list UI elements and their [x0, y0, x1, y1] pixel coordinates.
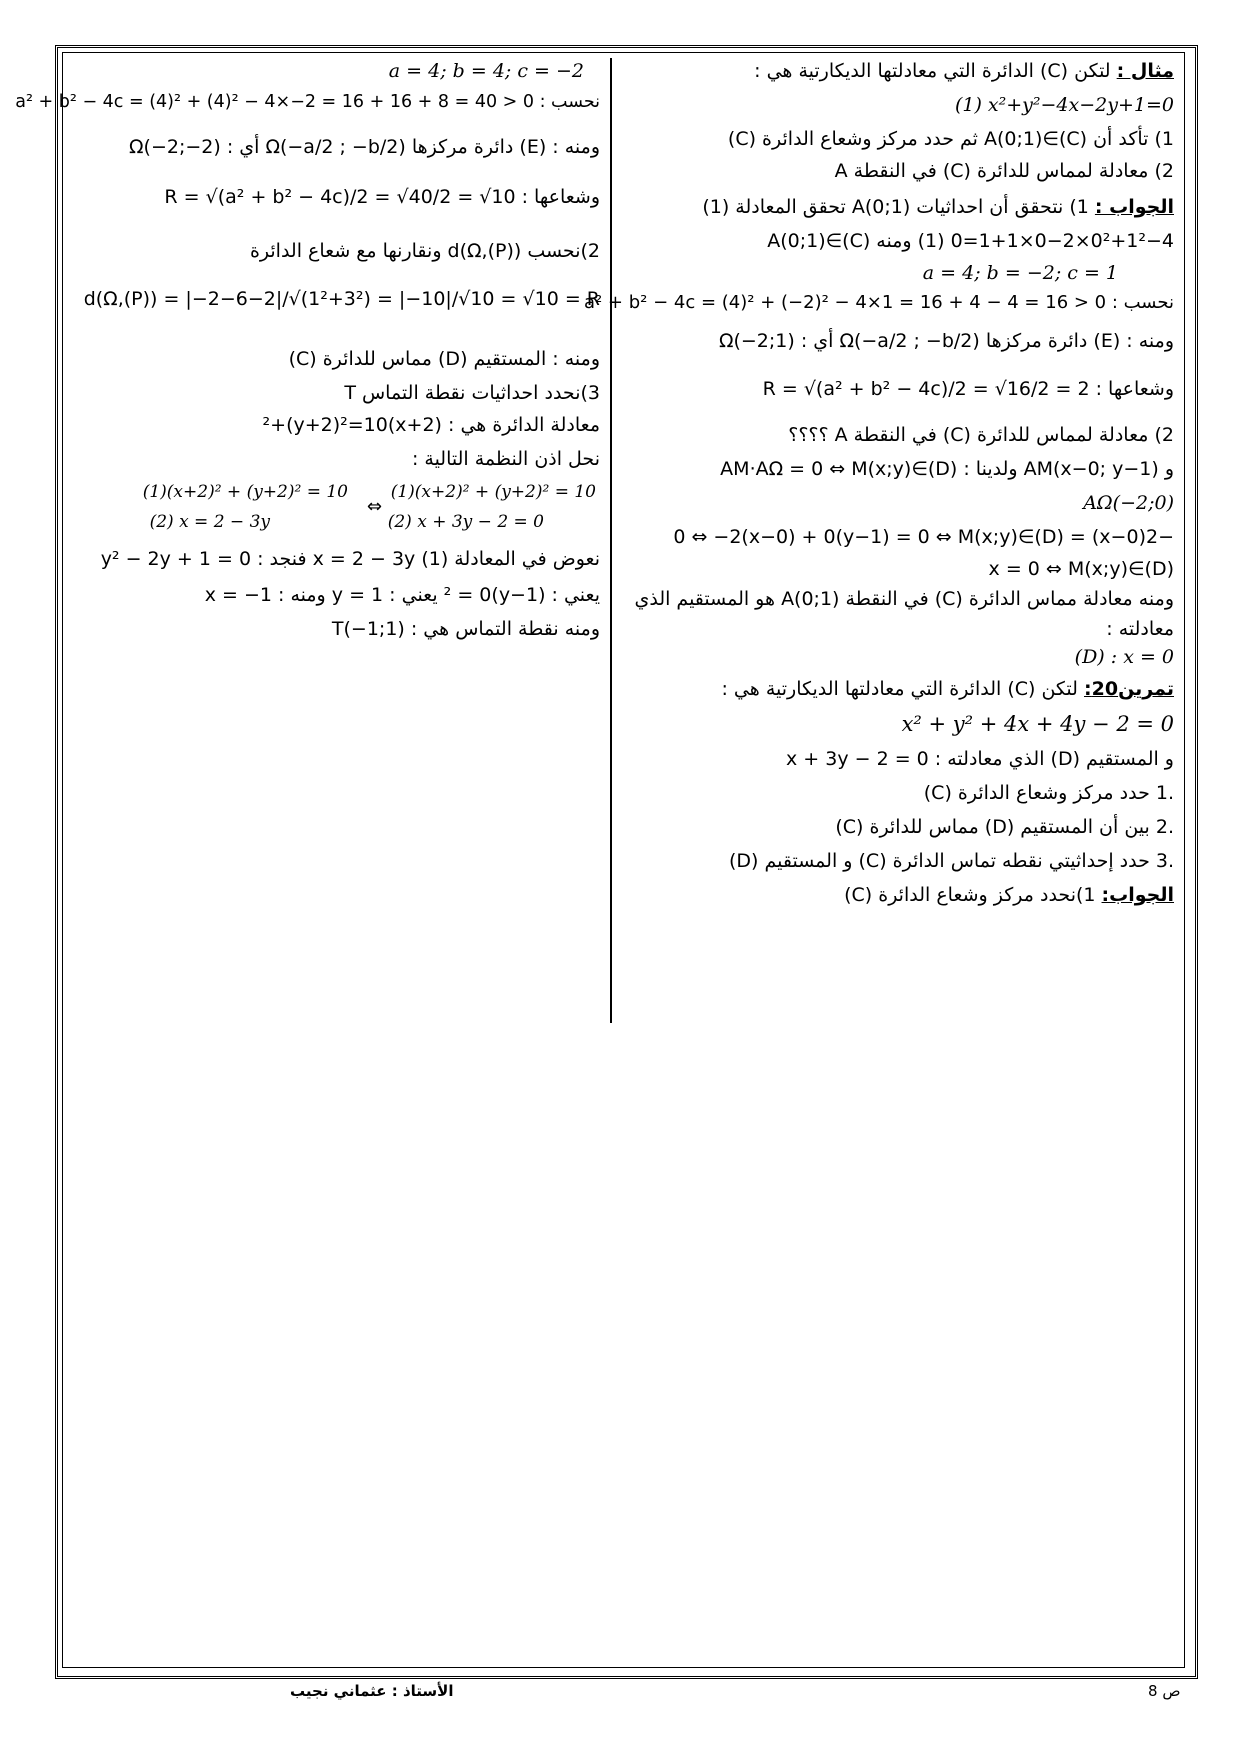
question-1: 1) تأكد أن A(0;1)∈(C) ثم حدد مركز وشعاع الدائرة (C) — [727, 128, 1174, 150]
exercise-20-answer-heading — [844, 884, 1174, 906]
left-tangent: ومنه : المستقيم (D) مماس للدائرة (C) — [288, 348, 600, 370]
left-distance: d(Ω,(P)) = |−2−6−2|/√(1²+3²) = |−10|/√10 = √10 = R — [83, 288, 600, 310]
answer-2-conclusion: ومنه معادلة مماس الدائرة (C) في النقطة A(0;1) هو المستقيم الذي — [634, 588, 1174, 610]
exercise-20-q3: .3 حدد إحداثيتي نقطه تماس الدائرة (C) و المستقيم (D) — [728, 850, 1174, 872]
exercise-20-title: تمرين20: — [1084, 678, 1174, 700]
left-substitute: نعوض في المعادلة (1) x = 2 − 3y فنجد : y² − 2y + 1 = 0 — [100, 548, 600, 570]
question-2: 2) معادلة لمماس للدائرة (C) في النقطة A — [834, 160, 1174, 182]
exercise-20-answer-title: الجواب: — [1101, 884, 1174, 906]
exercise-20-heading — [721, 678, 1174, 700]
example-intro: لتكن (C) الدائرة التي معادلتها الديكارتية هي : — [754, 60, 1111, 82]
footer-page-number: ص 8 — [1148, 1682, 1181, 1700]
exercise-20-q1: .1 حدد مركز وشعاع الدائرة (C) — [923, 782, 1174, 804]
exercise-20-answer-1: 1)نحدد مركز وشعاع الدائرة (C) — [844, 884, 1096, 906]
answer-2-eq1: −2(x−0) = 0 ⇔ −2(x−0) + 0(y−1) = 0 ⇔ M(x;y)∈(D) — [673, 526, 1174, 548]
answer-title: الجواب : — [1094, 196, 1174, 218]
answer-1-center: ومنه : (E) دائرة مركزها Ω(−a/2 ; −b/2) أي : Ω(−2;1) — [718, 330, 1174, 352]
left-point: ومنه نقطة التماس هي : T(−1;1) — [331, 618, 600, 640]
column-divider — [610, 58, 612, 1023]
answer-1-radius: وشعاعها : R = √(a² + b² − 4c)/2 = √16/2 = 2 — [762, 378, 1174, 400]
answer-1-abc: a = 4; b = −2; c = 1 — [922, 262, 1118, 284]
example-equation: (1) x²+y²−4x−2y+1=0 — [954, 94, 1174, 116]
exercise-20-line: و المستقيم (D) الذي معادلته : x + 3y − 2 = 0 — [786, 748, 1174, 770]
system-equivalence: ⇔ — [366, 496, 382, 517]
answer-1-compute: نحسب : a² + b² − 4c = (4)² + (−2)² − 4×1 = 16 + 4 − 4 = 16 > 0 — [583, 292, 1174, 313]
left-system-a1: (1)(x+2)² + (y+2)² = 10 — [142, 482, 348, 502]
answer-2-vectors: و AM(x−0; y−1) ولدينا : AM·AΩ = 0 ⇔ M(x;y)∈(D) — [720, 458, 1174, 480]
answer-2-vector-omega: AΩ(−2;0) — [1083, 492, 1174, 514]
left-radius: وشعاعها : R = √(a² + b² − 4c)/2 = √40/2 = √10 — [164, 186, 600, 208]
answer-1-calc: 0²+1²−4×0−2×1+1=0 (1) ومنه A(0;1)∈(C) — [767, 230, 1174, 252]
left-abc: a = 4; b = 4; c = −2 — [388, 60, 584, 82]
left-compute: نحسب : a² + b² − 4c = (4)² + (4)² − 4×−2 = 16 + 16 + 8 = 40 > 0 — [15, 92, 600, 112]
footer-author: الأستاذ : عثماني نجيب — [290, 1682, 454, 1700]
exercise-20-equation: x² + y² + 4x + 4y − 2 = 0 — [901, 712, 1174, 736]
exercise-20-q2: .2 بين أن المستقيم (D) مماس للدائرة (C) — [835, 816, 1174, 838]
left-question-3: 3)نحدد احداثيات نقطة التماس T — [344, 382, 600, 404]
left-center: ومنه : (E) دائرة مركزها Ω(−a/2 ; −b/2) أي : Ω(−2;−2) — [129, 136, 600, 158]
answer-2-result: (D) : x = 0 — [1074, 646, 1174, 668]
exercise-20-intro: لتكن (C) الدائرة التي معادلتها الديكارتية هي : — [721, 678, 1078, 700]
left-solve: يعني : (y−1)² = 0 يعني : y = 1 ومنه : x = −1 — [204, 584, 600, 606]
left-circle-equation: معادلة الدائرة هي : (x+2)²+(y+2)²=10 — [262, 414, 600, 436]
left-system-a2: (2) x = 2 − 3y — [149, 512, 270, 532]
answer-2-eq2: x = 0 ⇔ M(x;y)∈(D) — [988, 558, 1174, 580]
answer-1: 1) نتحقق أن احداثيات A(0;1) تحقق المعادلة (1) — [702, 196, 1089, 218]
example-title: مثال : — [1116, 60, 1174, 82]
answer-heading — [702, 196, 1174, 218]
left-system-b2: (2) x + 3y − 2 = 0 — [387, 512, 544, 532]
left-question-2: 2)نحسب d(Ω,(P)) ونقارنها مع شعاع الدائرة — [249, 240, 600, 262]
left-system-b1: (1)(x+2)² + (y+2)² = 10 — [390, 482, 596, 502]
example-heading — [754, 60, 1174, 82]
answer-2: 2) معادلة لمماس للدائرة (C) في النقطة A ؟؟؟؟ — [788, 424, 1174, 446]
answer-2-conclusion-2: معادلته : — [1106, 618, 1174, 640]
left-system-intro: نحل اذن النظمة التالية : — [411, 448, 600, 470]
